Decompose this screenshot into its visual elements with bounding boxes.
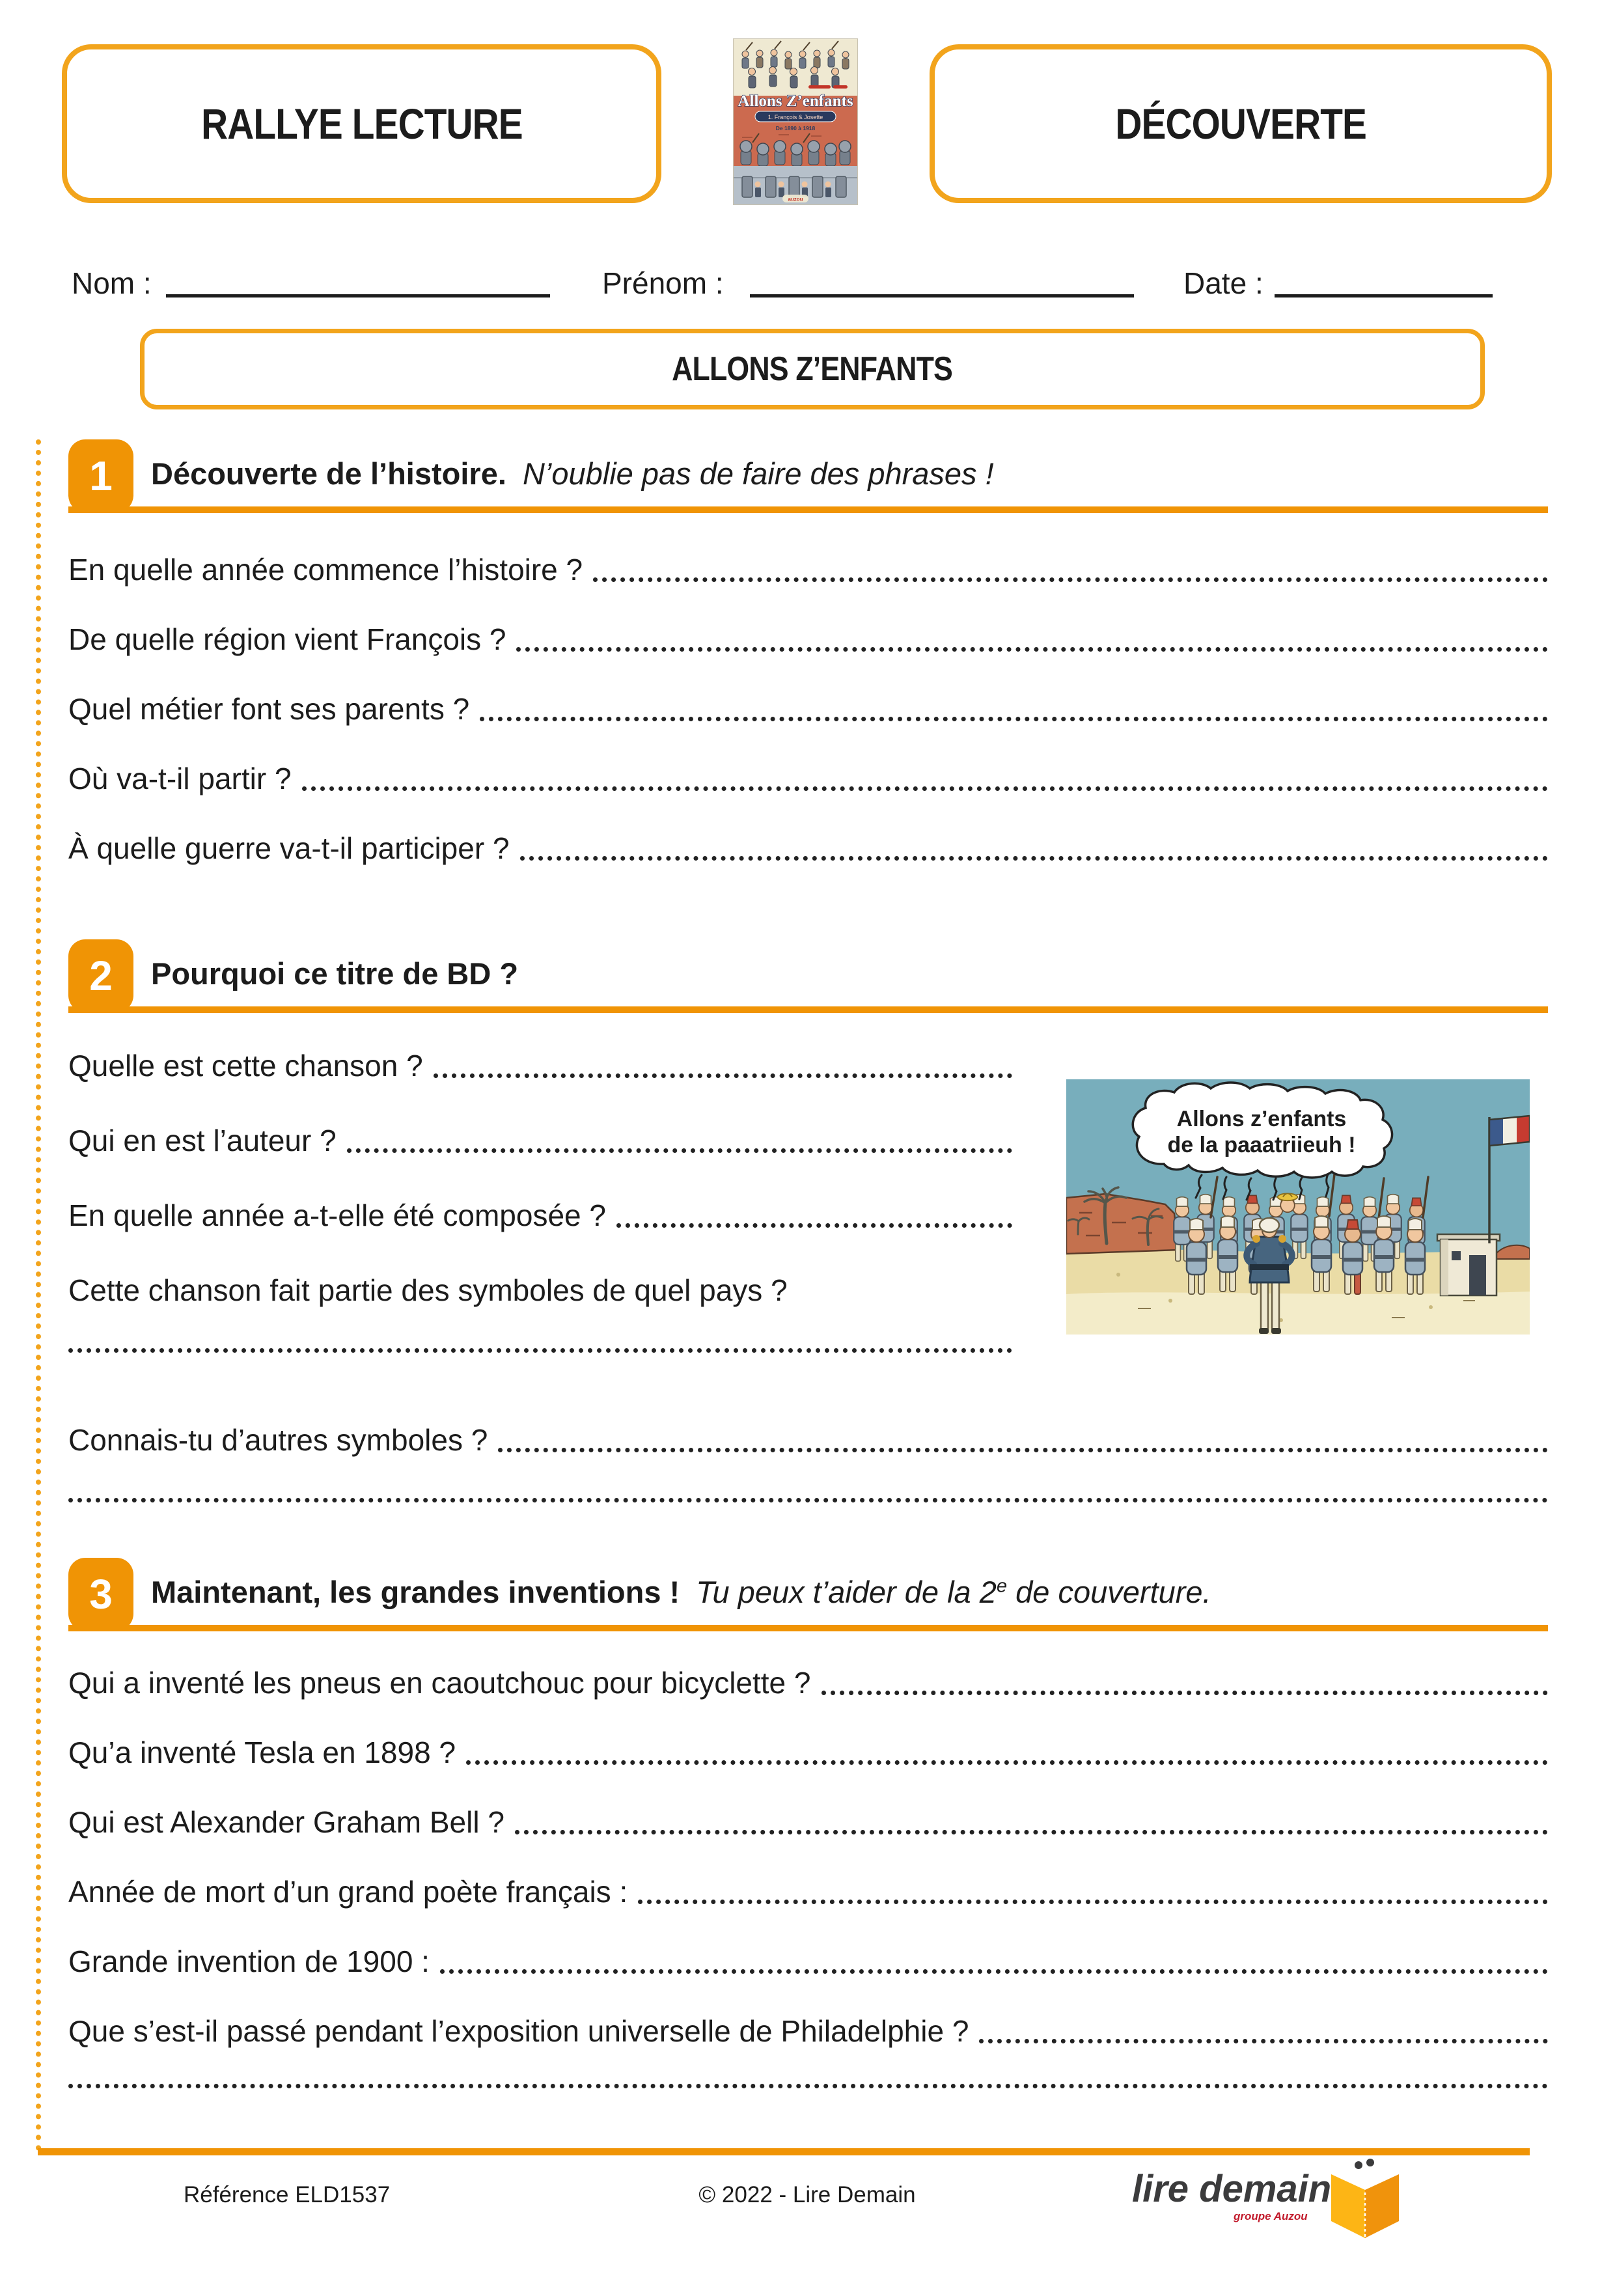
question-label: Que s’est-il passé pendant l’exposition universelle de Philadelphie ? (68, 2014, 969, 2048)
answer-dotted-line (638, 1899, 1548, 1904)
answer-dotted-line (347, 1148, 1012, 1153)
soldiers-cartoon-illustration (1066, 1079, 1530, 1335)
section-2-title-bold: Pourquoi ce titre de BD ? (151, 956, 519, 991)
answer-dotted-line (979, 2038, 1548, 2043)
section-1-badge: 1 (68, 439, 133, 512)
bubble-text-line2: de la paaatriieuh ! (1167, 1133, 1356, 1157)
question-label: Qu’a inventé Tesla en 1898 ? (68, 1736, 456, 1769)
question-row (68, 1735, 1548, 1771)
question-row (68, 831, 1548, 866)
section-1-underline (68, 506, 1548, 513)
question-row (68, 1273, 1012, 1308)
question-row (68, 1422, 1548, 1458)
answer-dotted-line (434, 1073, 1012, 1078)
section-3-underline (68, 1625, 1548, 1631)
answer-row (68, 2083, 1548, 2094)
question-row (68, 2013, 1548, 2049)
answer-dotted-line (821, 1690, 1549, 1695)
question-label: Quel métier font ses parents ? (68, 692, 470, 726)
cover-dates: De 1890 à 1918 (775, 125, 816, 131)
question-row (68, 1123, 1012, 1159)
nom-write-line (166, 294, 550, 297)
bubble-text-line1: Allons z’enfants (1176, 1107, 1347, 1131)
section-3-badge: 3 (68, 1558, 133, 1631)
question-row (68, 1665, 1548, 1701)
question-row (68, 1874, 1548, 1910)
footer-reference: Référence ELD1537 (184, 2182, 391, 2207)
answer-row (68, 1348, 1012, 1359)
section-3-title-bold: Maintenant, les grandes inventions ! (151, 1575, 680, 1609)
logo-wordmark: lire demain (1132, 2168, 1332, 2210)
decouverte-box (930, 44, 1552, 203)
question-row (68, 622, 1548, 657)
question-row (68, 1198, 1012, 1234)
book-cover-illustration (733, 38, 858, 206)
question-label: Année de mort d’un grand poète français : (68, 1875, 628, 1909)
open-book-icon (1331, 2159, 1399, 2238)
fort-building-art (1437, 1234, 1500, 1295)
answer-dotted-line (498, 1447, 1548, 1452)
question-label: De quelle région vient François ? (68, 622, 506, 656)
cover-author-text-art (808, 85, 848, 89)
logo-group-label: groupe Auzou (1234, 2210, 1308, 2222)
answer-dotted-line (593, 577, 1548, 582)
question-label: En quelle année commence l’histoire ? (68, 553, 583, 587)
section-3-title-italic: Tu peux t’aider de la 2e de couverture. (696, 1575, 1211, 1609)
answer-dotted-line (516, 646, 1548, 652)
answer-dotted-line (480, 716, 1548, 721)
section-1-title (151, 456, 994, 491)
decouverte-label: DÉCOUVERTE (1115, 100, 1366, 148)
question-row (68, 761, 1548, 797)
answer-dotted-line (68, 1348, 1012, 1353)
section-1-title-bold: Découverte de l’histoire. (151, 456, 506, 491)
book-title-banner (140, 329, 1485, 409)
date-write-line (1275, 294, 1493, 297)
footer-divider (38, 2148, 1530, 2155)
prenom-write-line (750, 294, 1134, 297)
cover-title: Allons Z’enfants (738, 92, 853, 110)
question-label: Qui a inventé les pneus en caoutchouc pour bicyclette ? (68, 1666, 811, 1700)
answer-dotted-line (68, 2083, 1548, 2088)
rallye-lecture-label: RALLYE LECTURE (200, 100, 523, 148)
section-2-underline (68, 1006, 1548, 1013)
nom-label: Nom : (72, 266, 152, 300)
question-row (68, 691, 1548, 727)
question-row (68, 552, 1548, 588)
answer-dotted-line (520, 855, 1548, 861)
answer-dotted-line (440, 1969, 1548, 1974)
answer-dotted-line (68, 1497, 1548, 1502)
date-label: Date : (1183, 266, 1263, 300)
section-2-badge: 2 (68, 939, 133, 1012)
cover-subtitle: 1. François & Josette (767, 114, 823, 120)
question-label: À quelle guerre va-t-il participer ? (68, 831, 510, 865)
answer-dotted-line (515, 1829, 1548, 1834)
footer-copyright: © 2022 - Lire Demain (698, 2182, 916, 2207)
question-label: Quelle est cette chanson ? (68, 1049, 423, 1083)
question-row (68, 1048, 1012, 1084)
question-label: Qui en est l’auteur ? (68, 1124, 337, 1157)
question-label: Cette chanson fait partie des symboles de quel pays ? (68, 1273, 788, 1307)
section-1-title-italic: N’oublie pas de faire des phrases ! (522, 456, 994, 491)
answer-dotted-line (466, 1760, 1548, 1765)
cover-publisher: auzou (788, 196, 803, 202)
question-label: Connais-tu d’autres symboles ? (68, 1423, 488, 1457)
dotted-page-border (36, 439, 41, 2151)
question-label: Grande invention de 1900 : (68, 1944, 430, 1978)
answer-dotted-line (616, 1223, 1012, 1228)
section-3-title (151, 1574, 1211, 1610)
book-title-banner-label: ALLONS Z’ENFANTS (672, 350, 953, 388)
question-row (68, 1944, 1548, 1980)
question-row (68, 1805, 1548, 1840)
question-label: Qui est Alexander Graham Bell ? (68, 1805, 504, 1839)
prenom-label: Prénom : (602, 266, 724, 300)
answer-row (68, 1497, 1548, 1508)
rallye-lecture-box (62, 44, 661, 203)
question-label: En quelle année a-t-elle été composée ? (68, 1198, 607, 1232)
answer-dotted-line (302, 786, 1548, 791)
section-2-title (151, 956, 518, 991)
question-label: Où va-t-il partir ? (68, 762, 292, 795)
lire-demain-logo (1128, 2156, 1401, 2241)
